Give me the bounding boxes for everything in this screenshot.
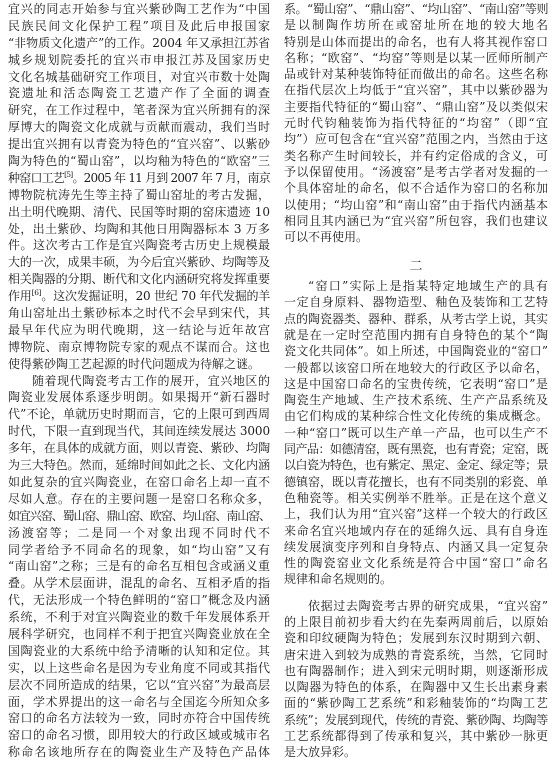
text-line: 予以保留使用。“汤渡窑”是考古学者对发掘的一 [284,164,548,179]
text-line: 就是在一定时空范围内拥有自身特色的某个“陶 [284,327,548,342]
text-line: 为三大特色。然而，延绵时间如此之长、文化内涵 [8,458,270,473]
text-line: 文化名城基础研究工作项目，对宜兴市数十处陶 [8,69,270,84]
text-line: 最早年代应为明代晚期，这一结论与近年故宫 [8,322,270,337]
text-line: 以陶器为特色的体系，在陶器中又生长出素身素 [284,680,548,695]
text-line: 来命名宜兴地域内存在的延绵久远、具有自身连 [284,523,548,538]
text-line: 时代，下限一直到现当代，其间连续发展达 3000 [8,424,270,439]
text-line: 博物院杭涛先生等主持了蜀山窑址的考古发掘， [8,187,270,202]
text-line: 同产品：如德清窑，既有黑瓷，也有青瓷；定窑，既 [284,442,548,457]
text-line: 特别是山体而提出的命名，也有人将其视作窑口 [284,34,548,49]
paragraph [284,1,548,245]
text-line: 以白瓷为特色，也有紫定、黑定、金定、绿定等；景 [284,458,548,473]
text-line: 个具体窑址的命名，似不合适作为窑口的名称加 [284,181,548,196]
text-line: 的上限目前初步看大约在先秦两周前后，以原始 [284,614,548,629]
text-line: 称命名该地所存在的陶瓷业生产及特色产品体 [8,745,270,760]
text-segment: 种窑口工艺 [8,170,65,185]
text-line: 相同且其内涵已为“宜兴窑”所包容，我们也建议 [284,213,548,228]
text-line: 上，我们认为用“宜兴窑”这样一个较大的行政区 [284,507,548,522]
text-line: 随着现代陶瓷考古工作的展开，宜兴地区的 [32,373,270,388]
text-line: 厚博大的陶瓷文化成就与贡献而震动，我们当时 [8,120,270,135]
text-line: 陶瓷生产地域、生产技术系统、生产产品系统及 [284,393,548,408]
text-line: 处，出土紫砂、均陶和其他日用陶器标本 3 万多 [8,221,270,236]
text-line: 德镇窑，既以青花擅长，也有不同类别的彩瓷、单 [284,474,548,489]
text-line: 系统，不利于对宜兴陶瓷业的数千年发展体系开 [8,610,270,625]
text-line: 性的陶瓷窑业文化系统是符合中国“窑口”命名 [284,556,548,571]
text-line: 可以不再使用。 [284,230,369,245]
text-line: 出土明代晚期、清代、民国等时期的窑床遗迹 10 [8,204,270,219]
text-line: 民族民间文化保护工程”项目及此后申报国家 [8,18,270,33]
text-line: 研究，在工作过程中，笔者深为宜兴所拥有的深 [8,103,270,118]
text-line: 陶为特色的“蜀山窑”，以均釉为特色的“欧窑”三 [8,154,270,169]
paragraph-gap [284,588,548,598]
text-line: 系统”；发展到现代，传统的青瓷、紫砂陶、均陶等 [284,712,548,727]
text-line: 系。“蜀山窑”、“鼎山窑”、“均山窑”、“南山窑”等则 [284,2,548,16]
text-line: 如此复杂的宜兴陶瓷业，在窑口命名上却一直不 [8,474,270,489]
text-line: 元时代钧釉装饰为指代特征的“均窑”（即“宜 [284,116,548,131]
citation-superscript: [5] [64,169,73,179]
text-line [8,288,270,305]
citation-superscript: [6] [31,288,42,298]
text-line: 瓷遗址和活态陶瓷工艺遗产作了全面的调查 [8,86,270,101]
paragraph [8,1,270,373]
text-line: 一定自身原料、器物造型、釉色及装饰和工艺特 [284,295,548,310]
text-line: 相关陶器的分期、断代和文化内涵研究将发挥重要 [8,272,270,287]
text-line: 展科学研究，也同样不利于把宜兴陶瓷业放在全 [8,626,270,641]
text-line: 也有陶器制作；进入到宋元明时期，则逐渐形成 [284,663,548,678]
text-line: 城乡规划院委托的宜兴市申报江苏及国家历史 [8,52,270,67]
text-line: 提出宜兴拥有以青瓷为特色的“宜兴窑”、以紫砂 [8,137,270,152]
text-line: 博物院、南京博物院专家的观点不谋而合。这也 [8,339,270,354]
text-line: 由它们构成的某种综合性文化传统的集成概念。 [284,409,548,424]
text-line: 角山窑址出土紫砂标本之时代不会早到宋代，其 [8,306,270,321]
text-line: 多年，在具体的成就方面，则以青瓷、紫砂、均陶 [8,441,270,456]
text-line: 尽如人意。存在的主要问题一是窑口名称众多， [8,491,270,506]
paragraph [284,278,548,588]
text-line: 同学者给予不同命名的现象，如“均山窑”又有 [8,542,270,557]
text-line: 层次不同所造成的结果，它以“宜兴窑”为最高层 [8,677,270,692]
text-line: 唐宋进入到较为成熟的青瓷系统，当然，它同时 [284,647,548,662]
text-line: 窑口的命名习惯，即用较大的行政区域或城市名 [8,728,270,743]
text-line: “非物质文化遗产”的工作。2004 年又承担江苏省 [8,35,270,50]
text-line: 代，无法形成一个特色鲜明的“窑口”概念及内涵 [8,593,270,608]
text-line: 代”不论，单就历史时期而言，它的上限可到西周 [8,407,270,422]
text-line: 面的“紫砂陶工艺系统”和彩釉装饰的“均陶工艺 [284,696,548,711]
text-segment: 。2005 年 11 月到 2007 年 7 月，南京 [72,170,270,185]
text-line: 陶瓷业发展体系逐步明朗。如果揭开“新石器时 [8,390,270,405]
text-line: 瓷文化共同体”。如上所述，中国陶瓷业的“窑口” [284,344,548,359]
text-line: 是大放异彩。 [284,745,357,760]
text-line: 均”）应可包含在“宜兴窑”范围之内，当然由于这 [284,132,548,147]
text-line: 使得紫砂陶工艺起源的时代问题成为待解之谜。 [8,356,261,371]
text-line: 主要指代特征的“蜀山窑”、“鼎山窑”及以类似宋 [284,99,548,114]
left-column [8,1,270,761]
paragraph [284,598,548,761]
text-line: 大的一次，成果丰硕，为今后宜兴紫砂、均陶等及 [8,255,270,270]
text-line: 依据过去陶瓷考古界的研究成果，“宜兴窑” [308,598,548,613]
text-line: 窑口的命名方法较为一致，同时亦符合中国传统 [8,711,270,726]
text-line: 点的陶瓷器类、器种、群系，从考古学上说，其实 [284,311,548,326]
paragraph [8,373,270,761]
text-line: 在指代层次上均低于“宜兴窑”，其中以紫砂器为 [284,83,548,98]
text-segment: 作用 [8,289,32,304]
text-line [8,170,270,187]
text-line: 色釉瓷等。相关实例举不胜举。正是在这个意义 [284,490,548,505]
text-line: 件。这次考古工作是宜兴陶瓷考古历史上规模最 [8,238,270,253]
text-line: “窑口”实际上是指某特定地域生产的具有 [308,279,548,294]
text-line: 这是中国窑口命名的宝贵传统，它表明“窑口”是 [284,376,548,391]
text-line: 工艺系统都得到了传承和复兴，其中紫砂一脉更 [284,729,548,744]
text-line: 叠。从学术层面讲，混乱的命名、互相矛盾的指 [8,576,270,591]
text-line: 瓷和印纹硬陶为特色；发展到东汉时期到六朝、 [284,631,548,646]
text-line: 一种“窑口”既可以生产单一产品，也可以生产不 [284,425,548,440]
text-line: 品或针对某种装饰特征而做出的命名。这些名称 [284,67,548,82]
text-line: 是以制陶作坊所在或窑址所在地的较大地名 [284,18,548,33]
text-line: “南山窑”之称；三是有的命名互相包含或涵义重 [8,559,270,574]
text-line: 以使用；“均山窑”和“南山窑”由于指代内涵基本 [284,197,548,212]
section-heading: 二 [409,259,423,275]
text-line: 国陶瓷业的大系统中给予清晰的认知和定位。其 [8,643,270,658]
text-line: 一般都以该窑口所在地较大的行政区予以命名， [284,360,548,375]
text-line: 宜兴的同志开始参与宜兴紫砂陶工艺作为“中国 [8,2,270,16]
right-column [284,1,548,761]
text-segment: 。这次发掘证明，20 世纪 70 年代发掘的羊 [41,289,270,304]
text-line: 名称；“欧窑”、“均窑”等则是以某一匠师所制产 [284,50,548,65]
text-line: 类名称产生时间较长，并有约定俗成的含义，可 [284,148,548,163]
text-line: 汤渡窑等；二是同一个对象出现不同时代不 [8,525,270,540]
text-line: 如宜兴窑、蜀山窑、鼎山窑、欧窑、均山窑、南山窑、 [8,508,270,523]
text-line: 实，以上这些命名是因为专业角度不同或其指代 [8,660,270,675]
text-line: 面，学术界提出的这一命名与全国迄今所知众多 [8,694,270,709]
text-line: 规律和命名规则的。 [284,572,393,587]
text-line: 续发展演变序列和自身特点、内涵又具一定复杂 [284,539,548,554]
